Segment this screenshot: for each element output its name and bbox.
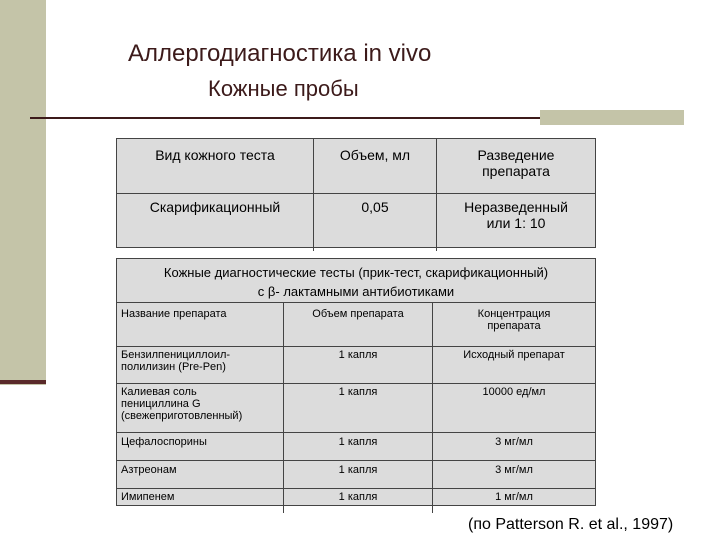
- header-drug-volume: Объем препарата: [284, 303, 433, 347]
- cell-concentration: Исходный препарат: [433, 347, 596, 384]
- cell-drug-name: [117, 347, 284, 384]
- header-concentration: [433, 303, 596, 347]
- table-header-row: [117, 139, 595, 194]
- cell-drug-name: Азтреонам: [117, 461, 284, 489]
- cell-drug-name-line: Бензилпенициллоил-: [121, 349, 231, 361]
- cell-concentration: 1 мг/мл: [433, 489, 596, 514]
- skin-test-table: [116, 138, 596, 248]
- header-dilution-line: препарата: [482, 163, 550, 179]
- decorative-left-bar: [0, 0, 46, 385]
- cell-drug-volume: 1 капля: [284, 384, 433, 433]
- header-dilution-line: Разведение: [477, 147, 555, 163]
- cell-drug-name-line: пенициллина G: [121, 398, 201, 410]
- cell-drug-name-line: (свежеприготовленный): [121, 410, 243, 422]
- page-title: Аллергодиагностика in vivo: [128, 40, 432, 67]
- source-reference: (по Patterson R. et al., 1997): [468, 516, 674, 533]
- table-caption-line: Кожные диагностические тесты (прик-тест, скарификационный): [163, 265, 549, 280]
- cell-dilution-line: Неразведенный: [464, 199, 568, 215]
- cell-drug-name-line: Калиевая соль: [121, 386, 197, 398]
- cell-dilution-line: или 1: 10: [486, 215, 546, 231]
- header-volume: Объем, мл: [314, 139, 437, 194]
- cell-concentration: 3 мг/мл: [433, 433, 596, 461]
- decorative-left-bar-accent: [0, 380, 46, 384]
- table-caption-line: с β- лактамными антибиотиками: [257, 284, 455, 299]
- page-subtitle: Кожные пробы: [208, 76, 359, 101]
- header-concentration-line: препарата: [487, 320, 541, 332]
- cell-drug-name-line: полилизин (Pre-Pen): [121, 361, 226, 373]
- table-caption: [117, 259, 595, 303]
- table-row: [117, 194, 595, 252]
- cell-drug-name: Цефалоспорины: [117, 433, 284, 461]
- cell-drug-name: [117, 384, 284, 433]
- header-dilution: [437, 139, 596, 194]
- title-divider: [30, 117, 540, 119]
- table-row: [117, 347, 595, 384]
- table-row: [117, 384, 595, 433]
- decorative-divider-block: [540, 110, 684, 125]
- cell-drug-name: Имипенем: [117, 489, 284, 514]
- cell-concentration: 10000 ед/мл: [433, 384, 596, 433]
- beta-lactam-test-table: [116, 258, 596, 506]
- cell-test-type: Скарификационный: [149, 199, 281, 215]
- header-test-type: Вид кожного теста: [117, 139, 314, 194]
- cell-dilution: [437, 194, 596, 252]
- cell-volume: 0,05: [314, 194, 437, 252]
- table-header-row: [117, 303, 595, 347]
- cell-drug-volume: 1 капля: [284, 347, 433, 384]
- cell-drug-volume: 1 капля: [284, 489, 433, 514]
- table-row: [117, 489, 595, 514]
- cell-concentration: 3 мг/мл: [433, 461, 596, 489]
- cell-drug-volume: 1 капля: [284, 433, 433, 461]
- cell-drug-volume: 1 капля: [284, 461, 433, 489]
- header-concentration-line: Концентрация: [477, 308, 551, 320]
- header-drug-name: Название препарата: [121, 308, 227, 320]
- table-row: [117, 433, 595, 461]
- table-row: [117, 461, 595, 489]
